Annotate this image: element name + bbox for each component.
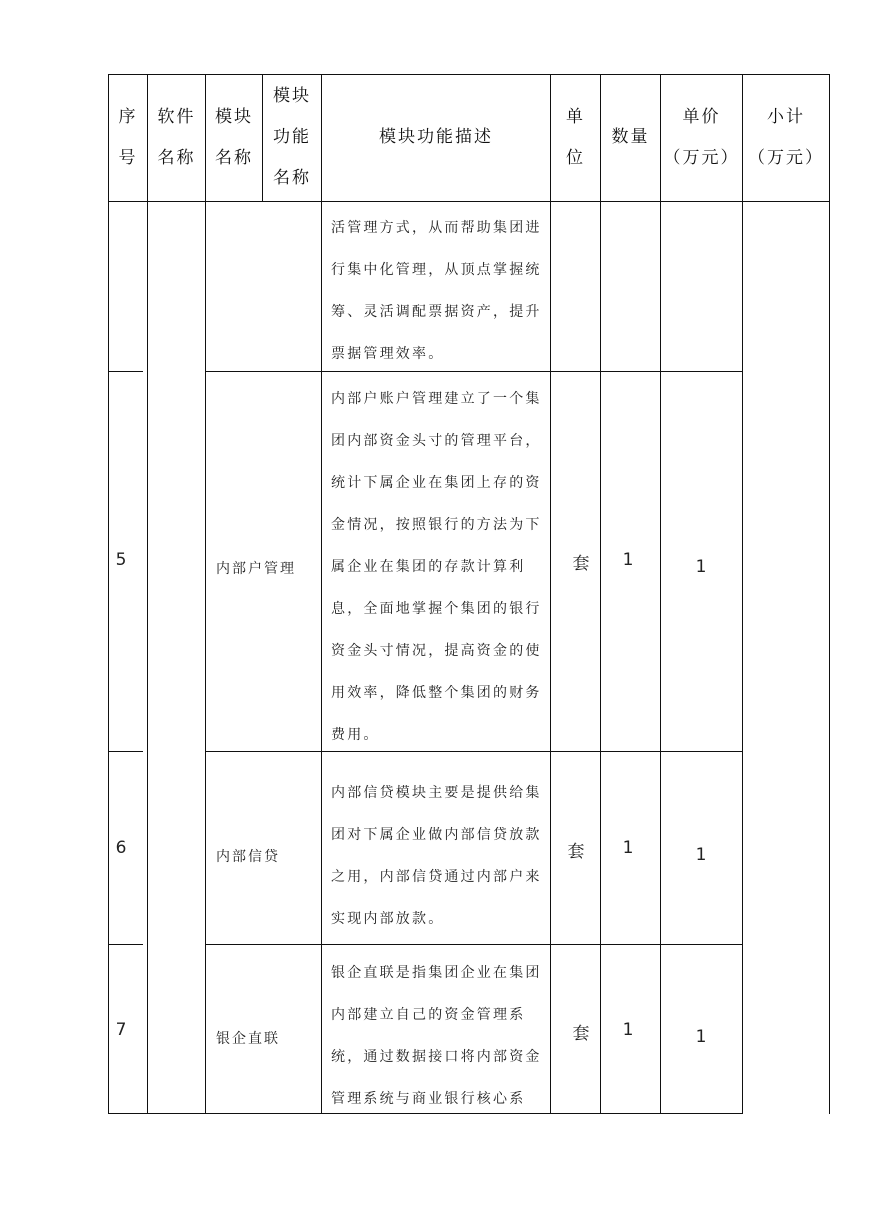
header-bottom-border — [108, 201, 830, 202]
header-index: 序 号 — [118, 106, 138, 168]
header-software-name: 软件 名称 — [157, 106, 196, 168]
col-border — [147, 74, 148, 1114]
quantity-cell: 1 — [622, 550, 634, 570]
row-index: 6 — [115, 838, 127, 858]
col-border — [660, 74, 661, 1114]
row-divider — [205, 944, 742, 945]
row-divider — [108, 944, 143, 945]
module-name-cell: 内部信贷 — [216, 849, 280, 865]
col-border — [108, 74, 109, 1114]
unit-price-cell: 1 — [695, 1027, 707, 1047]
description-cell: 银企直联是指集团企业在集团 内部建立自己的资金管理系 统，通过数据接口将内部资金 管理系统与商业银行核心系 — [331, 965, 542, 1107]
row-divider — [108, 371, 143, 372]
row-index: 5 — [115, 550, 127, 570]
col-border — [600, 74, 601, 1114]
unit-cell: 套 — [572, 1023, 590, 1044]
col-border — [205, 74, 206, 1114]
quantity-cell: 1 — [622, 1020, 634, 1040]
table-border-right — [829, 74, 830, 1114]
unit-price-cell: 1 — [695, 557, 707, 577]
row-divider — [108, 751, 143, 752]
description-cell: 内部信贷模块主要是提供给集 团对下属企业做内部信贷放款 之用，内部信贷通过内部户来 实现内部放款。 — [331, 785, 542, 927]
description-cell: 活管理方式，从而帮助集团进 行集中化管理，从顶点掌握统 筹、灵活调配票据资产，提升 票据管理效率。 — [331, 220, 542, 362]
module-name-cell: 银企直联 — [216, 1031, 280, 1047]
col-border — [321, 74, 322, 1114]
header-quantity: 数量 — [611, 127, 650, 147]
header-subtotal: 小计 （万元） — [748, 106, 824, 168]
header-module-function-name: 模块 功能 名称 — [273, 86, 311, 188]
header-module-function-desc: 模块功能描述 — [379, 127, 493, 147]
module-name-cell: 内部户管理 — [216, 561, 296, 577]
unit-cell: 套 — [572, 553, 590, 574]
header-unit: 单 位 — [566, 106, 585, 168]
row-index: 7 — [115, 1020, 127, 1040]
unit-cell: 套 — [567, 841, 585, 862]
col-border — [742, 74, 743, 1114]
col-border — [550, 74, 551, 1114]
header-module-name: 模块 名称 — [215, 106, 253, 168]
quantity-cell: 1 — [622, 838, 634, 858]
unit-price-cell: 1 — [695, 845, 707, 865]
description-cell: 内部户账户管理建立了一个集 团内部资金头寸的管理平台， 统计下属企业在集团上存的资 金情况，按照银行的方法为下 属企业在集团的存款计算利 息，全面地掌握个集团的银行 资金头寸情况，提高资金的使 用效率，降低整个集团的财务 费用。 — [331, 391, 542, 743]
header-unit-price: 单价 （万元） — [663, 106, 740, 168]
